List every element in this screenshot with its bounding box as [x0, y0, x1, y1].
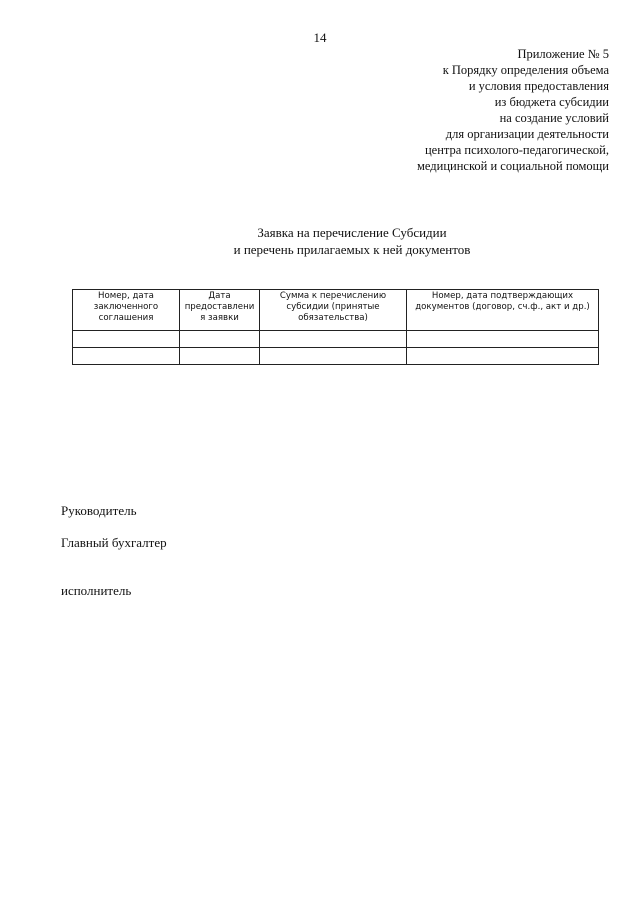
appendix-line: Приложение № 5 [517, 47, 609, 61]
appendix-line: из бюджета субсидии [494, 95, 609, 109]
table-cell[interactable] [73, 348, 180, 365]
table-cell[interactable] [407, 331, 599, 348]
table-cell[interactable] [73, 331, 180, 348]
appendix-line: центра психолого-педагогической, [424, 143, 609, 157]
header-application-date: Дата предоставлени я заявки [180, 290, 260, 331]
table-cell[interactable] [180, 348, 260, 365]
title-line-1: Заявка на перечисление Субсидии [257, 225, 447, 240]
table-row [73, 331, 599, 348]
table-cell[interactable] [260, 348, 407, 365]
title-line-2: и перечень прилагаемых к ней документов [233, 242, 471, 257]
documents-table [72, 289, 599, 365]
appendix-line: на создание условий [499, 111, 609, 125]
signature-chief-accountant-label: Главный бухгалтер [61, 535, 167, 550]
appendix-line: и условия предоставления [468, 79, 609, 93]
table-cell[interactable] [180, 331, 260, 348]
signature-executor-label: исполнитель [61, 583, 132, 598]
appendix-line: медицинской и социальной помощи [417, 159, 609, 173]
table-cell[interactable] [407, 348, 599, 365]
appendix-block [309, 46, 609, 174]
document-title [0, 224, 640, 258]
header-agreement-number-date: Номер, дата заключенного соглашения [73, 290, 180, 331]
table-cell[interactable] [260, 331, 407, 348]
page-number: 14 [313, 30, 327, 45]
appendix-line: для организации деятельности [445, 127, 609, 141]
table-header-row [73, 290, 599, 331]
header-supporting-documents: Номер, дата подтверждающих документов (договор, сч.ф., акт и др.) [407, 290, 599, 331]
table-row [73, 348, 599, 365]
appendix-line: к Порядку определения объема [442, 63, 609, 77]
signature-head-label: Руководитель [61, 503, 137, 518]
header-subsidy-amount: Сумма к перечислению субсидии (принятые обязательства) [260, 290, 407, 331]
